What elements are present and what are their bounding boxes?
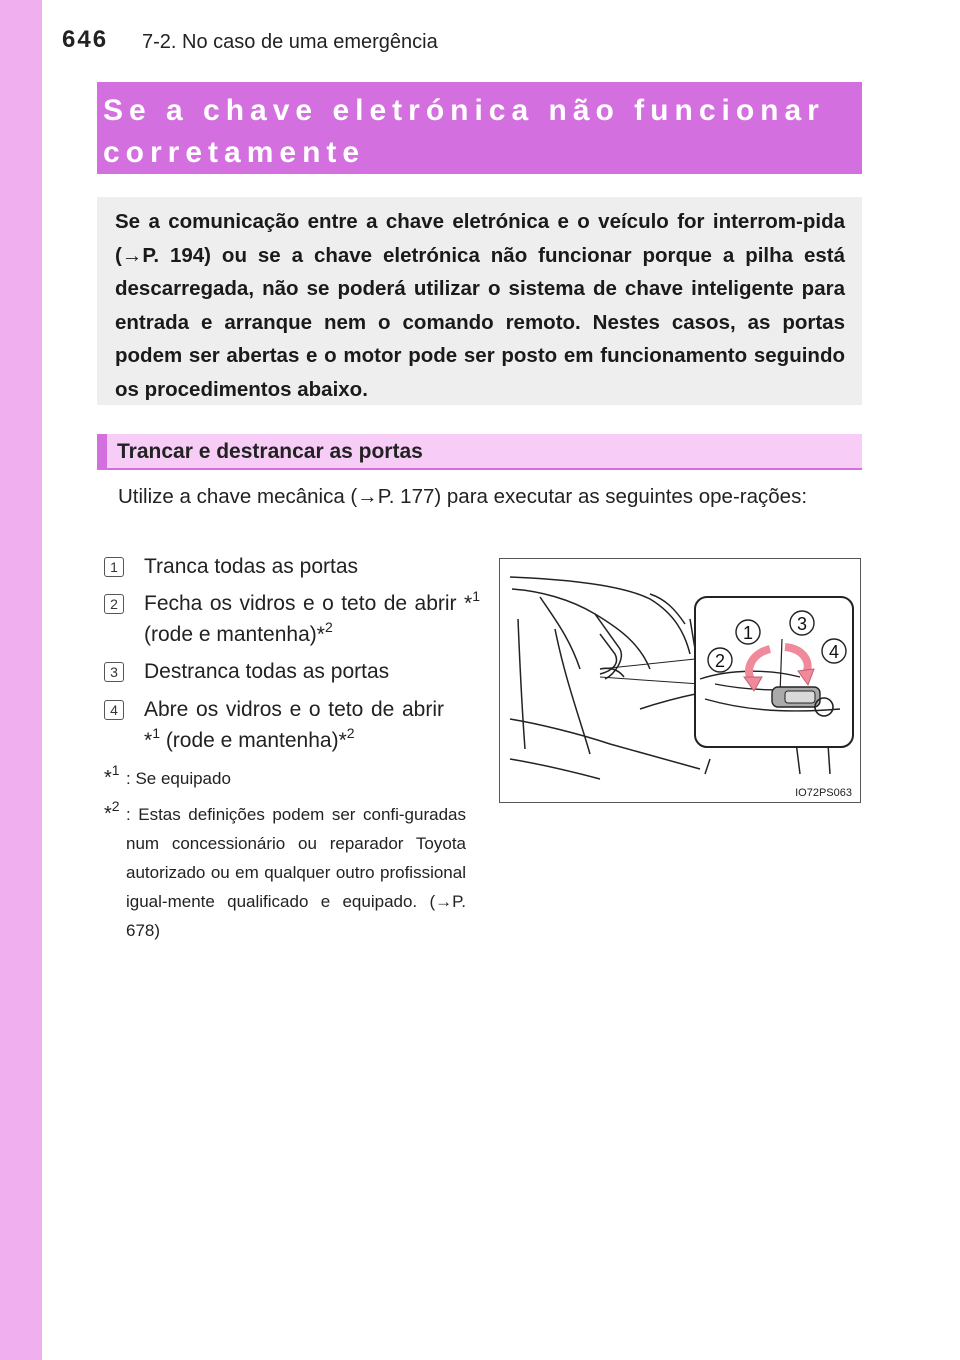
section-header [97, 434, 862, 470]
step-number: 4 [104, 700, 124, 720]
step-2 [104, 588, 480, 650]
step-number: 1 [104, 557, 124, 577]
usage-text: Utilize a chave mecânica (→P. 177) para executar as seguintes ope-rações: [118, 485, 808, 508]
footnote-ref: 2 [346, 725, 355, 741]
callout-2: 2 [714, 651, 726, 671]
page-number: 646 [62, 26, 109, 53]
intro-box [97, 197, 862, 405]
title-line-1: Se a chave eletrónica não funcionar [103, 94, 825, 127]
footnote-text: : Se equipado [126, 769, 231, 788]
footnote-ref: 1 [472, 588, 480, 604]
footnote-mark: * [316, 623, 325, 646]
intro-text: Se a comunicação entre a chave eletrónica e o veículo for interrom-pida (→P. 194) ou se a chave eletrónica não funcionar porque a pilha está descarregada, não se poderá utilizar o sistema de chave inteligente para entrada e arranque nem o comando remoto. Nestes casos, as portas podem ser abertas e o motor pode ser posto em funcionamento seguindo os procedimentos abaixo. [115, 210, 845, 401]
step-text: Tranca todas as portas [144, 555, 358, 578]
page-title [103, 90, 853, 174]
chapter-title: 7-2. No caso de uma emergência [142, 31, 438, 53]
footnote-2 [104, 800, 480, 945]
step-text: Abre os vidros e o teto de abrir *$^1$ (rode e mantenha)*$^2$ [144, 698, 444, 752]
footnote-ref: 2 [324, 619, 333, 635]
callout-3: 3 [796, 614, 808, 634]
footnote-mark: * [104, 803, 112, 825]
step-text: Destranca todas as portas [144, 660, 390, 683]
step-3 [104, 656, 480, 687]
footnote-ref: 1 [111, 762, 120, 778]
callout-4: 4 [828, 642, 840, 662]
footnote-1 [104, 764, 480, 793]
step-1 [104, 551, 480, 582]
door-key-illustration [499, 558, 861, 803]
step-number: 2 [104, 594, 124, 614]
side-strip [0, 0, 42, 1360]
figure-code: IO72PS063 [795, 787, 852, 799]
footnote-ref: 2 [111, 798, 120, 814]
step-4 [104, 694, 480, 756]
step-number: 3 [104, 662, 124, 682]
footnote-mark: * [338, 729, 347, 752]
title-banner [97, 82, 862, 174]
footnote-text: : Estas definições podem ser confi-guradas num concessionário ou reparador Toyota autorizado ou em qualquer outro profissional igual-mente qualificado e equipado. (→P. 678) [126, 805, 466, 940]
title-line-2: corretamente [103, 136, 366, 169]
footnote-mark: * [464, 592, 473, 615]
footnote-ref: 1 [152, 725, 160, 741]
footnote-mark: * [144, 729, 153, 752]
step-text: Fecha os vidros e o teto de abrir *$^1$ (rode e mantenha)*$^2$ [144, 588, 480, 646]
footnote-mark: * [104, 767, 112, 789]
section-title: Trancar e destrancar as portas [117, 440, 423, 463]
car-door-drawing [500, 559, 860, 802]
callout-1: 1 [742, 623, 754, 643]
